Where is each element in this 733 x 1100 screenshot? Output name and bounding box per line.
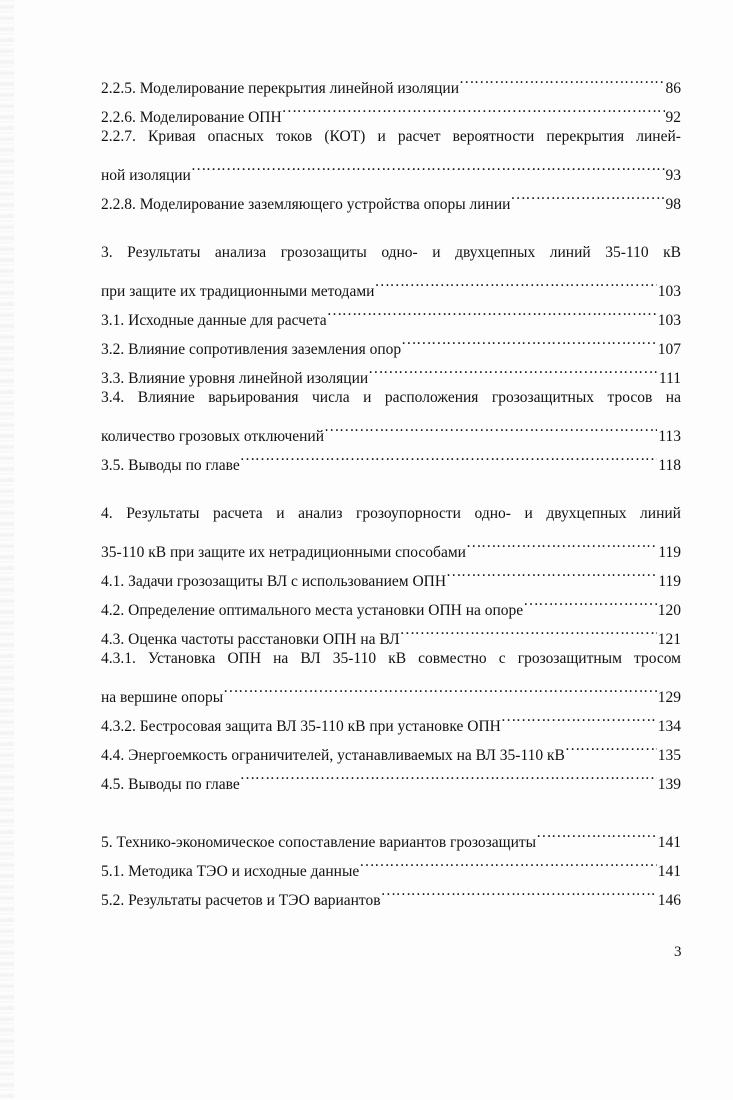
- dot-leader: [565, 731, 657, 760]
- toc-entry-page: 103: [657, 312, 681, 329]
- toc-entry-page: 118: [658, 457, 681, 474]
- toc-entry-title: 35-110 кВ при защите их нетрадиционными способами: [101, 544, 466, 561]
- word: двухцепных: [455, 244, 536, 261]
- toc-entry-title: 4.1. Задачи грозозащиты ВЛ с использованием ОПН: [101, 573, 447, 590]
- dot-leader: [536, 818, 657, 847]
- word: кВ: [388, 650, 407, 667]
- toc-entry-title: количество грозовых отключений: [101, 428, 325, 445]
- toc-entry-3-4-line1: [101, 383, 681, 412]
- dot-leader: [400, 615, 657, 644]
- word: 35-110: [605, 244, 649, 261]
- toc-entry-page: 86: [665, 80, 681, 97]
- word: и: [377, 128, 386, 145]
- word: двухцепных: [546, 505, 627, 522]
- word: грозозащитным: [517, 650, 622, 667]
- toc-entry-page: 129: [657, 689, 681, 706]
- table-of-contents: [101, 64, 681, 909]
- toc-entry-page: 107: [657, 341, 681, 358]
- word: Результаты: [127, 244, 201, 261]
- toc-entry-page: 135: [657, 747, 681, 764]
- word: ВЛ: [300, 650, 321, 667]
- word: Влияние: [137, 389, 195, 406]
- dot-leader: [446, 557, 657, 586]
- dot-leader: [401, 325, 657, 354]
- word: кВ: [663, 244, 681, 261]
- word: грозозащиты: [280, 244, 367, 261]
- word: с: [498, 650, 506, 667]
- toc-entry-3-line1: [101, 238, 681, 267]
- word: расчета: [212, 505, 263, 522]
- toc-entry-title: 4.3. Оценка частоты расстановки ОПН на ВЛ: [101, 631, 400, 648]
- toc-entry-title: 3.3. Влияние уровня линейной изоляции: [101, 370, 369, 387]
- toc-entry-4-line2: [101, 528, 681, 561]
- word: линий: [549, 244, 591, 261]
- toc-entry-page: 141: [657, 834, 681, 851]
- word: линий: [640, 505, 681, 522]
- word: на: [273, 650, 289, 667]
- toc-group-2-2: [101, 64, 681, 213]
- word: одно-: [381, 244, 418, 261]
- word: вероятности: [452, 128, 535, 145]
- word: 2.2.7.: [101, 128, 136, 145]
- toc-entry-title: на вершине опоры: [101, 689, 224, 706]
- word: токов: [276, 128, 313, 145]
- word: линей-: [636, 128, 681, 145]
- toc-entry-page: 139: [657, 776, 681, 793]
- toc-entry-5: [101, 818, 681, 851]
- word: ОПН: [227, 650, 262, 667]
- dot-leader: [359, 847, 657, 876]
- toc-group-5: [101, 818, 681, 909]
- toc-entry-page: 121: [657, 631, 681, 648]
- word: опасных: [207, 128, 264, 145]
- toc-entry-page: 113: [658, 428, 681, 445]
- dot-leader: [191, 151, 665, 180]
- word: 3.: [101, 244, 113, 261]
- toc-group-4: [101, 499, 681, 793]
- toc-entry-title: 4.4. Энергоемкость ограничителей, устанавливаемых на ВЛ 35-110 кВ: [101, 747, 565, 764]
- toc-entry-page: 98: [665, 196, 681, 213]
- word: Установка: [147, 650, 216, 667]
- word: перекрытия: [546, 128, 625, 145]
- dot-leader: [240, 441, 658, 470]
- toc-entry-page: 93: [665, 167, 681, 184]
- word: на: [665, 389, 681, 406]
- dot-leader: [282, 93, 665, 122]
- dot-leader: [374, 267, 656, 296]
- word: расположения: [384, 389, 479, 406]
- toc-entry-2-2-5: [101, 64, 681, 97]
- word: расчет: [397, 128, 441, 145]
- toc-entry-title: 3.1. Исходные данные для расчета: [101, 312, 327, 329]
- toc-entry-page: 120: [657, 602, 681, 619]
- toc-entry-title: 3.2. Влияние сопротивления заземления опор: [101, 341, 402, 358]
- toc-entry-page: 141: [657, 863, 681, 880]
- toc-entry-page: 111: [658, 370, 681, 387]
- word: 3.4.: [101, 389, 125, 406]
- word: и: [363, 389, 372, 406]
- toc-entry-title: 5.2. Результаты расчетов и ТЭО вариантов: [101, 892, 381, 909]
- dot-leader: [510, 180, 664, 209]
- toc-entry-title: 5. Технико-экономическое сопоставление вариантов грозозащиты: [101, 834, 537, 851]
- toc-group-3: [101, 238, 681, 474]
- toc-entry-title: 4.5. Выводы по главе: [101, 776, 240, 793]
- toc-entry-page: 92: [665, 109, 681, 126]
- toc-entry-page: 103: [657, 283, 681, 300]
- toc-entry-4-3-1-line2: [101, 673, 681, 706]
- word: Кривая: [148, 128, 196, 145]
- word: анализ: [298, 505, 343, 522]
- dot-leader: [381, 876, 657, 905]
- toc-entry-title: при защите их традиционными методами: [101, 283, 375, 300]
- word: 4.: [101, 505, 113, 522]
- toc-entry-4-3-1-line1: [101, 644, 681, 673]
- dot-leader: [466, 528, 657, 557]
- word: и: [524, 505, 533, 522]
- toc-entry-page: 119: [658, 544, 681, 561]
- word: грозозащитных: [491, 389, 595, 406]
- dot-leader: [523, 586, 657, 615]
- dot-leader: [459, 64, 665, 93]
- word: Результаты: [126, 505, 200, 522]
- toc-entry-title: 2.2.8. Моделирование заземляющего устройства опоры линии: [101, 196, 511, 213]
- toc-entry-4-line1: [101, 499, 681, 528]
- word: тросов: [607, 389, 653, 406]
- word: грозоупорности: [356, 505, 461, 522]
- word: варьирования: [208, 389, 299, 406]
- toc-entry-title: 4.3.2. Бестросовая защита ВЛ 35-110 кВ при установке ОПН: [101, 718, 501, 735]
- toc-entry-2-2-7-line2: [101, 151, 681, 184]
- scan-edge-artifact: [0, 0, 14, 1100]
- toc-entry-title: 4.2. Определение оптимального места установки ОПН на опоре: [101, 602, 524, 619]
- toc-entry-title: 3.5. Выводы по главе: [101, 457, 240, 474]
- dot-leader: [368, 354, 658, 383]
- dot-leader: [501, 702, 657, 731]
- word: анализа: [214, 244, 267, 261]
- word: одно-: [474, 505, 511, 522]
- toc-entry-3-4-line2: [101, 412, 681, 445]
- word: и: [432, 244, 441, 261]
- word: совместно: [418, 650, 487, 667]
- word: (КОТ): [324, 128, 366, 145]
- toc-entry-title: 5.1. Методика ТЭО и исходные данные: [101, 863, 360, 880]
- dot-leader: [240, 760, 657, 789]
- toc-entry-page: 146: [657, 892, 681, 909]
- word: тросом: [633, 650, 681, 667]
- word: 4.3.1.: [101, 650, 136, 667]
- word: числа: [312, 389, 350, 406]
- toc-entry-title: 2.2.5. Моделирование перекрытия линейной изоляции: [101, 80, 459, 97]
- word: 35-110: [332, 650, 377, 667]
- toc-entry-title: 2.2.6. Моделирование ОПН: [101, 109, 282, 126]
- dot-leader: [327, 296, 657, 325]
- word: и: [276, 505, 285, 522]
- toc-entry-2-2-7-line1: [101, 122, 681, 151]
- toc-entry-3-line2: [101, 267, 681, 300]
- dot-leader: [223, 673, 657, 702]
- page-number: 3: [674, 944, 682, 960]
- toc-entry-page: 119: [658, 573, 681, 590]
- toc-entry-page: 134: [657, 718, 681, 735]
- dot-leader: [324, 412, 657, 441]
- toc-entry-title: ной изоляции: [101, 167, 191, 184]
